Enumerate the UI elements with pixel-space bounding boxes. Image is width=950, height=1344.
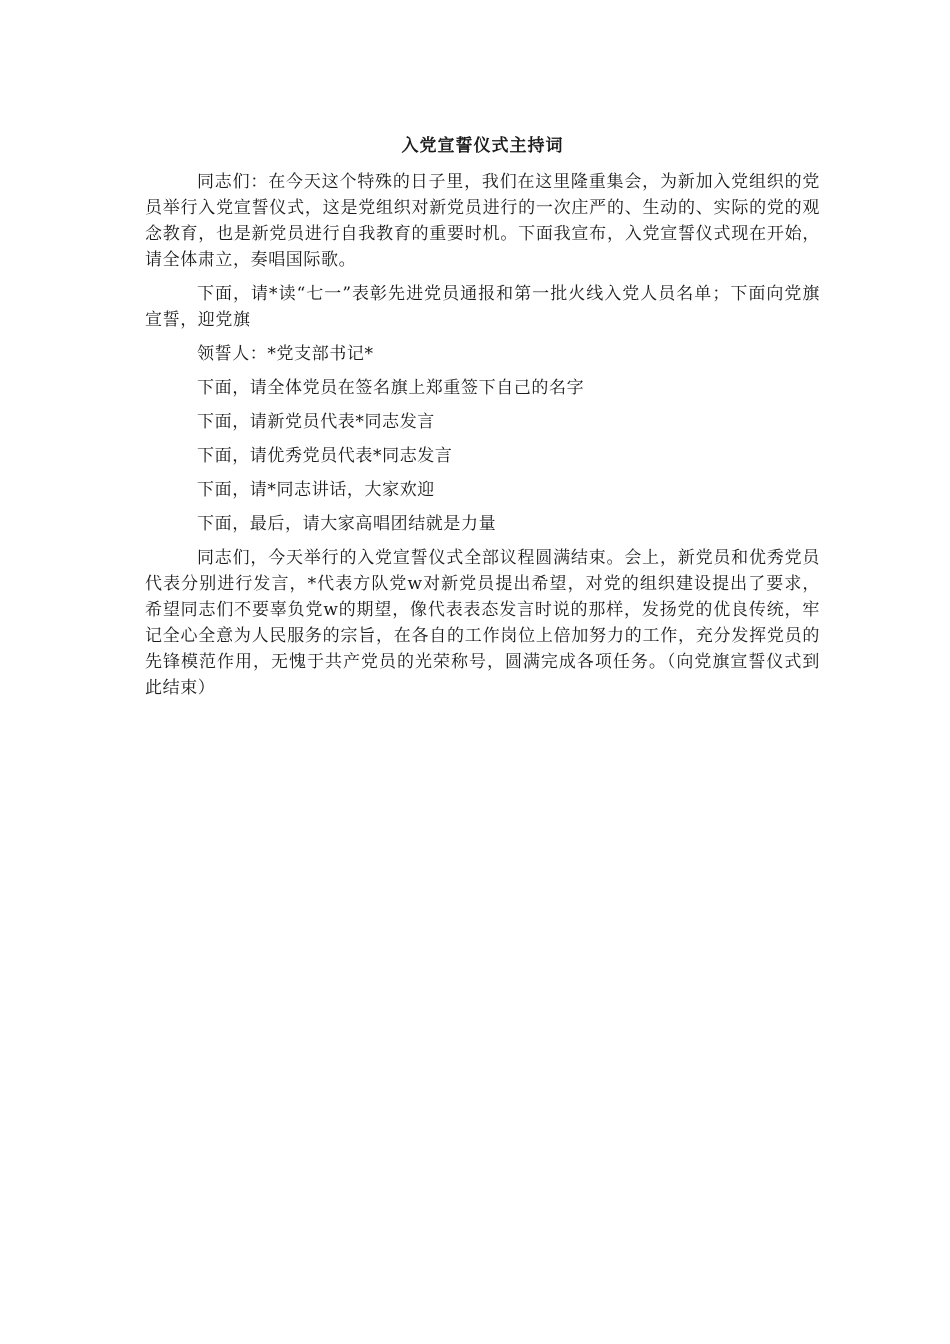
- document-body: [145, 133, 820, 709]
- paragraph-leader-speech: 下面，请*同志讲话，大家欢迎: [197, 480, 435, 500]
- paragraph-singing: 下面，最后，请大家高唱团结就是力量: [197, 514, 497, 534]
- document-title: 入党宣誓仪式主持词: [401, 136, 564, 156]
- paragraph-excellent-member-speech: 下面，请优秀党员代表*同志发言: [197, 446, 453, 466]
- paragraph-signing: 下面，请全体党员在签名旗上郑重签下自己的名字: [197, 378, 585, 398]
- paragraph-oath-leader: 领誓人：*党支部书记*: [197, 344, 374, 364]
- paragraph-opening: 同志们：在今天这个特殊的日子里，我们在这里隆重集会，为新加入党组织的党员举行入党宣誓仪式，这是党组织对新党员进行的一次庄严的、生动的、实际的党的观念教育，也是新党员进行自我教育的重要时机。下面我宣布，入党宣誓仪式现在开始，请全体肃立，奏唱国际歌。: [145, 172, 820, 270]
- paragraph-reading: 下面，请*读“七一”表彰先进党员通报和第一批火线入党人员名单；下面向党旗宣誓，迎党旗: [145, 284, 820, 330]
- paragraph-closing: 同志们，今天举行的入党宣誓仪式全部议程圆满结束。会上，新党员和优秀党员代表分别进行发言，*代表方队党w对新党员提出希望，对党的组织建设提出了要求，希望同志们不要辜负党w的期望，像代表表态发言时说的那样，发扬党的优良传统，牢记全心全意为人民服务的宗旨，在各自的工作岗位上倍加努力的工作，充分发挥党员的先锋模范作用，无愧于共产党员的光荣称号，圆满完成各项任务。（向党旗宣誓仪式到此结束）: [145, 548, 820, 698]
- paragraph-new-member-speech: 下面，请新党员代表*同志发言: [197, 412, 435, 432]
